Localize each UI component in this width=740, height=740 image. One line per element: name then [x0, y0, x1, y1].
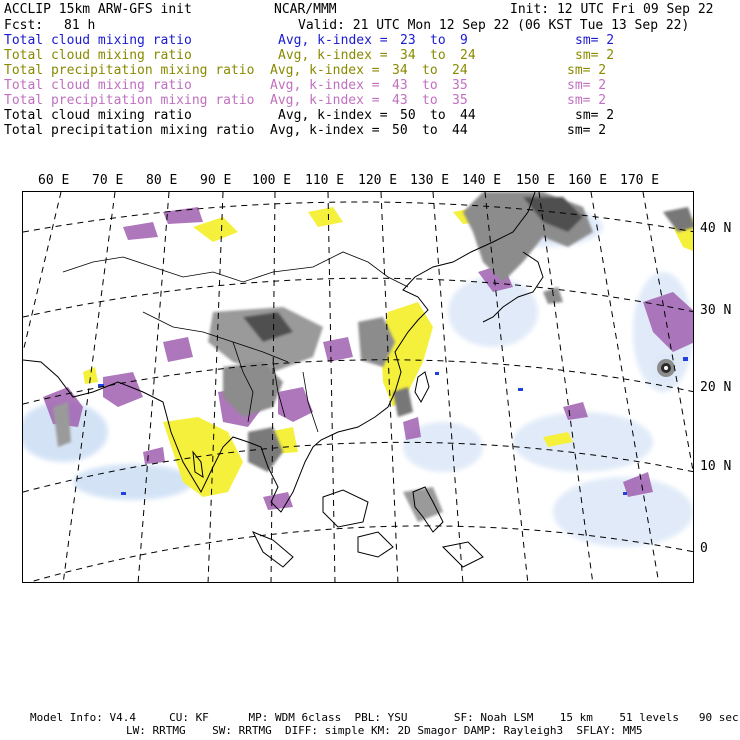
legend-smoothing: sm= 2: [575, 48, 615, 63]
legend-smoothing: sm= 2: [567, 93, 607, 108]
init-time: Init: 12 UTC Fri 09 Sep 22: [510, 2, 714, 17]
plot-title: ACCLIP 15km ARW-GFS init: [4, 2, 192, 17]
legend-field-name: Total cloud mixing ratio: [4, 78, 192, 93]
legend-avg-label: Avg, k-index =: [278, 33, 388, 48]
legend-k-end: 44: [460, 108, 476, 123]
longitude-label: 100 E: [252, 173, 292, 188]
legend-smoothing: sm= 2: [575, 108, 615, 123]
legend-smoothing: sm= 2: [575, 33, 615, 48]
legend-avg-label: Avg, k-index =: [270, 63, 380, 78]
longitude-label: 130 E: [410, 173, 450, 188]
legend-to: to: [430, 48, 446, 63]
legend-k-end: 35: [452, 78, 468, 93]
valid-time: Valid: 21 UTC Mon 12 Sep 22 (06 KST Tue 13 Sep 22): [298, 18, 690, 33]
legend-k-end: 24: [460, 48, 476, 63]
latitude-label: 30 N: [700, 303, 732, 318]
legend-to: to: [430, 108, 446, 123]
longitude-label: 110 E: [305, 173, 345, 188]
legend-k-start: 34: [400, 48, 416, 63]
map-panel: [22, 191, 694, 583]
map-canvas: [23, 192, 694, 583]
latitude-label: 10 N: [700, 459, 732, 474]
legend-avg-label: Avg, k-index =: [270, 78, 380, 93]
organization: NCAR/MMM: [274, 2, 337, 17]
model-info-line1: Model Info: V4.4 CU: KF MP: WDM 6class PBL: YSU SF: Noah LSM 15 km 51 levels 90 sec: [30, 711, 739, 724]
legend-to: to: [422, 63, 438, 78]
longitude-label: 150 E: [516, 173, 556, 188]
legend-to: to: [422, 78, 438, 93]
legend-field-name: Total cloud mixing ratio: [4, 108, 192, 123]
longitude-label: 120 E: [358, 173, 398, 188]
legend-avg-label: Avg, k-index =: [270, 123, 380, 138]
legend-field-name: Total precipitation mixing ratio: [4, 63, 255, 78]
legend-to: to: [422, 123, 438, 138]
typhoon-vortex: [652, 354, 680, 382]
legend-k-start: 23: [400, 33, 416, 48]
legend-k-start: 43: [392, 93, 408, 108]
longitude-label: 80 E: [146, 173, 178, 188]
legend-avg-label: Avg, k-index =: [270, 93, 380, 108]
legend-smoothing: sm= 2: [567, 123, 607, 138]
legend-smoothing: sm= 2: [567, 63, 607, 78]
legend-k-end: 9: [460, 33, 468, 48]
latitude-label: 40 N: [700, 221, 732, 236]
legend-k-start: 50: [400, 108, 416, 123]
forecast-label: Fcst:: [4, 18, 44, 33]
legend-to: to: [422, 93, 438, 108]
legend-field-name: Total cloud mixing ratio: [4, 48, 192, 63]
legend-k-end: 35: [452, 93, 468, 108]
legend-k-end: 24: [452, 63, 468, 78]
forecast-hours: 81 h: [64, 18, 96, 33]
legend-avg-label: Avg, k-index =: [278, 108, 388, 123]
longitude-label: 140 E: [462, 173, 502, 188]
legend-smoothing: sm= 2: [567, 78, 607, 93]
latitude-label: 20 N: [700, 380, 732, 395]
longitude-label: 60 E: [38, 173, 70, 188]
longitude-label: 70 E: [92, 173, 124, 188]
legend-field-name: Total precipitation mixing ratio: [4, 93, 255, 108]
legend-k-start: 43: [392, 78, 408, 93]
longitude-label: 160 E: [568, 173, 608, 188]
latitude-label: 0: [700, 541, 708, 556]
longitude-label: 170 E: [620, 173, 660, 188]
legend-k-start: 34: [392, 63, 408, 78]
longitude-label: 90 E: [200, 173, 232, 188]
model-info-line2: LW: RRTMG SW: RRTMG DIFF: simple KM: 2D Smagor DAMP: Rayleigh3 SFLAY: MM5: [126, 724, 643, 737]
legend-field-name: Total precipitation mixing ratio: [4, 123, 255, 138]
legend-k-end: 44: [452, 123, 468, 138]
legend-to: to: [430, 33, 446, 48]
legend-k-start: 50: [392, 123, 408, 138]
legend-avg-label: Avg, k-index =: [278, 48, 388, 63]
legend-field-name: Total cloud mixing ratio: [4, 33, 192, 48]
